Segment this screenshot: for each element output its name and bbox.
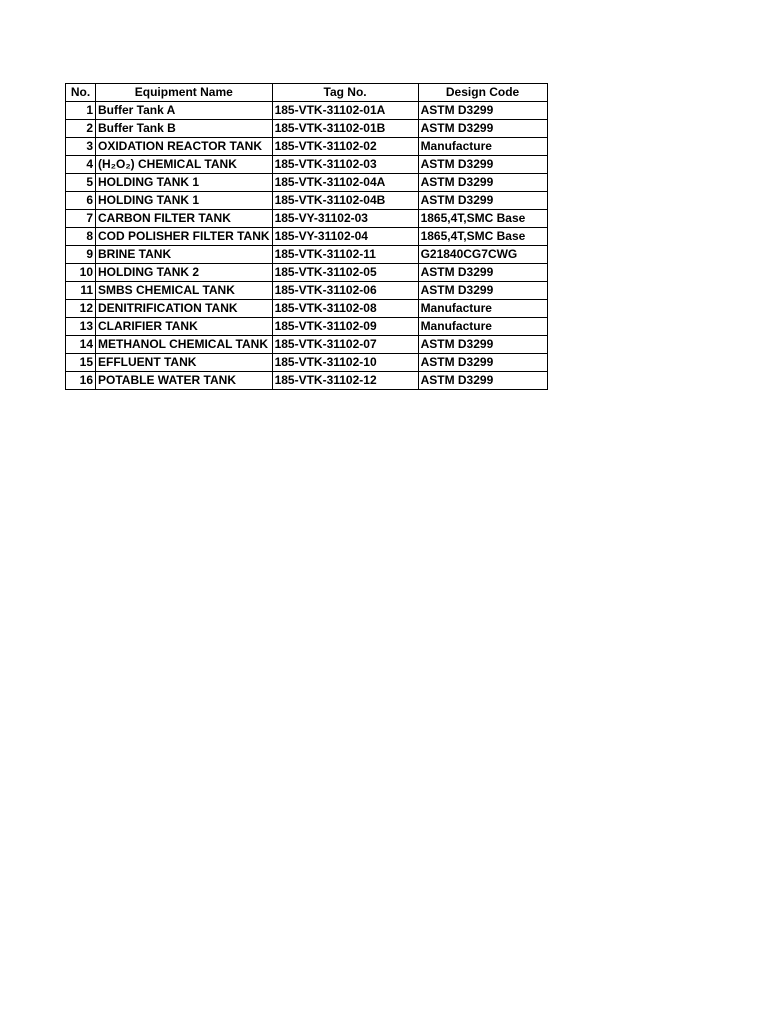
- cell-tag-no: 185-VTK-31102-06: [272, 282, 418, 300]
- cell-design-code: ASTM D3299: [418, 102, 547, 120]
- cell-equipment-name: SMBS CHEMICAL TANK: [96, 282, 273, 300]
- cell-equipment-name: HOLDING TANK 2: [96, 264, 273, 282]
- cell-equipment-name: POTABLE WATER TANK: [96, 372, 273, 390]
- cell-tag-no: 185-VTK-31102-09: [272, 318, 418, 336]
- cell-equipment-name: METHANOL CHEMICAL TANK: [96, 336, 273, 354]
- cell-tag-no: 185-VTK-31102-10: [272, 354, 418, 372]
- cell-tag-no: 185-VTK-31102-07: [272, 336, 418, 354]
- cell-design-code: 1865,4T,SMC Base: [418, 210, 547, 228]
- cell-design-code: ASTM D3299: [418, 372, 547, 390]
- cell-design-code: ASTM D3299: [418, 192, 547, 210]
- cell-equipment-name: HOLDING TANK 1: [96, 192, 273, 210]
- cell-no: 5: [66, 174, 96, 192]
- header-row: [66, 84, 548, 102]
- cell-no: 10: [66, 264, 96, 282]
- table-row: [66, 102, 548, 120]
- cell-no: 15: [66, 354, 96, 372]
- cell-no: 7: [66, 210, 96, 228]
- table-row: [66, 210, 548, 228]
- cell-no: 2: [66, 120, 96, 138]
- cell-no: 6: [66, 192, 96, 210]
- cell-no: 12: [66, 300, 96, 318]
- cell-tag-no: 185-VTK-31102-04A: [272, 174, 418, 192]
- table-row: [66, 336, 548, 354]
- cell-tag-no: 185-VY-31102-04: [272, 228, 418, 246]
- table-row: [66, 156, 548, 174]
- cell-design-code: Manufacture: [418, 318, 547, 336]
- cell-equipment-name: Buffer Tank B: [96, 120, 273, 138]
- cell-design-code: ASTM D3299: [418, 264, 547, 282]
- header-tag-no: Tag No.: [272, 84, 418, 102]
- table-row: [66, 174, 548, 192]
- table-row: [66, 282, 548, 300]
- cell-tag-no: 185-VTK-31102-12: [272, 372, 418, 390]
- cell-equipment-name: EFFLUENT TANK: [96, 354, 273, 372]
- cell-design-code: Manufacture: [418, 300, 547, 318]
- cell-tag-no: 185-VTK-31102-05: [272, 264, 418, 282]
- cell-tag-no: 185-VTK-31102-03: [272, 156, 418, 174]
- cell-tag-no: 185-VTK-31102-01B: [272, 120, 418, 138]
- table-row: [66, 192, 548, 210]
- cell-design-code: ASTM D3299: [418, 120, 547, 138]
- cell-equipment-name: DENITRIFICATION TANK: [96, 300, 273, 318]
- cell-design-code: G21840CG7CWG: [418, 246, 547, 264]
- cell-tag-no: 185-VTK-31102-02: [272, 138, 418, 156]
- cell-tag-no: 185-VTK-31102-11: [272, 246, 418, 264]
- table-row: [66, 354, 548, 372]
- equipment-table: [65, 83, 548, 390]
- table-row: [66, 264, 548, 282]
- cell-no: 14: [66, 336, 96, 354]
- cell-no: 4: [66, 156, 96, 174]
- header-equipment-name: Equipment Name: [96, 84, 273, 102]
- table-row: [66, 246, 548, 264]
- cell-design-code: 1865,4T,SMC Base: [418, 228, 547, 246]
- table-row: [66, 228, 548, 246]
- header-design-code: Design Code: [418, 84, 547, 102]
- table-body: [66, 102, 548, 390]
- table-row: [66, 120, 548, 138]
- cell-no: 3: [66, 138, 96, 156]
- cell-equipment-name: OXIDATION REACTOR TANK: [96, 138, 273, 156]
- cell-tag-no: 185-VTK-31102-08: [272, 300, 418, 318]
- table-row: [66, 138, 548, 156]
- cell-no: 9: [66, 246, 96, 264]
- cell-design-code: ASTM D3299: [418, 354, 547, 372]
- cell-design-code: ASTM D3299: [418, 282, 547, 300]
- cell-design-code: ASTM D3299: [418, 336, 547, 354]
- cell-no: 1: [66, 102, 96, 120]
- cell-no: 13: [66, 318, 96, 336]
- table-header: [66, 84, 548, 102]
- cell-no: 8: [66, 228, 96, 246]
- cell-equipment-name: HOLDING TANK 1: [96, 174, 273, 192]
- cell-tag-no: 185-VTK-31102-01A: [272, 102, 418, 120]
- cell-equipment-name: Buffer Tank A: [96, 102, 273, 120]
- cell-no: 16: [66, 372, 96, 390]
- cell-tag-no: 185-VY-31102-03: [272, 210, 418, 228]
- cell-equipment-name: CARBON FILTER TANK: [96, 210, 273, 228]
- cell-equipment-name: COD POLISHER FILTER TANK: [96, 228, 273, 246]
- cell-design-code: ASTM D3299: [418, 156, 547, 174]
- cell-no: 11: [66, 282, 96, 300]
- cell-tag-no: 185-VTK-31102-04B: [272, 192, 418, 210]
- cell-design-code: Manufacture: [418, 138, 547, 156]
- table-row: [66, 318, 548, 336]
- table-row: [66, 300, 548, 318]
- cell-equipment-name: CLARIFIER TANK: [96, 318, 273, 336]
- cell-equipment-name: BRINE TANK: [96, 246, 273, 264]
- cell-equipment-name: (H₂O₂) CHEMICAL TANK: [96, 156, 273, 174]
- table-row: [66, 372, 548, 390]
- header-no: No.: [66, 84, 96, 102]
- cell-design-code: ASTM D3299: [418, 174, 547, 192]
